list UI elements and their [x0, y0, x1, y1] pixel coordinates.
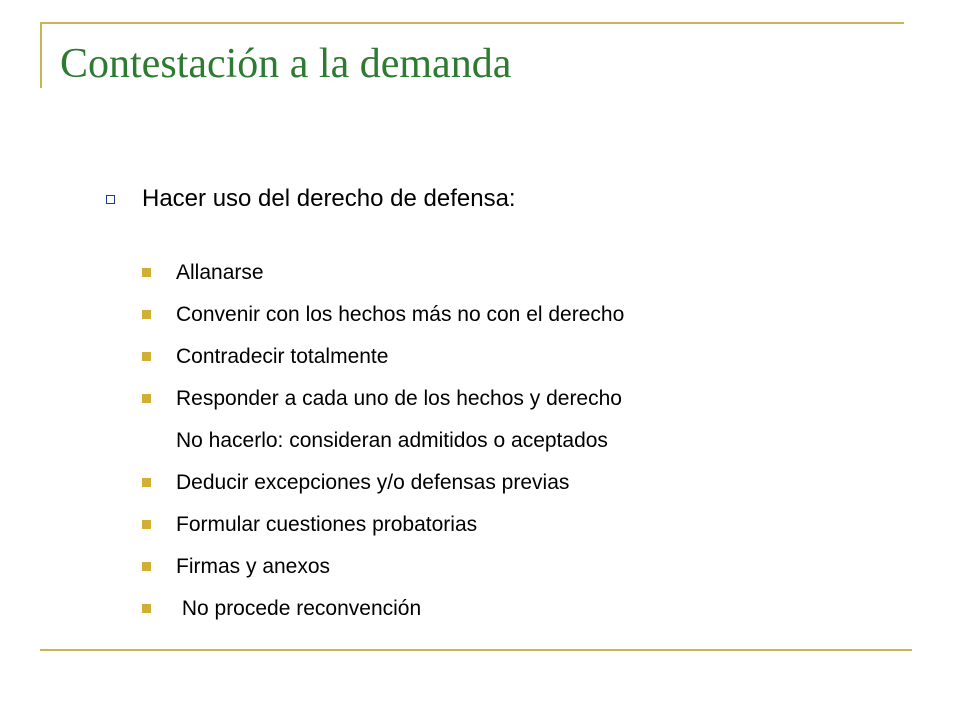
- checkbox-icon: [106, 195, 115, 204]
- slide-title: Contestación a la demanda: [60, 41, 512, 87]
- square-bullet-icon: [142, 394, 151, 403]
- main-point-text: Hacer uso del derecho de defensa:: [142, 185, 516, 212]
- left-border-line: [40, 22, 42, 88]
- list-item-label: Contradecir totalmente: [176, 345, 389, 368]
- square-bullet-icon: [142, 520, 151, 529]
- list-item-label: No hacerlo: consideran admitidos o aceptados: [176, 429, 608, 452]
- top-border-line: [40, 22, 904, 24]
- list-item-label: Firmas y anexos: [176, 555, 331, 578]
- square-bullet-icon: [142, 268, 151, 277]
- list-item-label: Convenir con los hechos más no con el derecho: [176, 303, 625, 326]
- square-bullet-icon: [142, 352, 151, 361]
- list-item-label: Responder a cada uno de los hechos y derecho: [176, 387, 622, 410]
- square-bullet-icon: [142, 310, 151, 319]
- square-bullet-icon: [142, 478, 151, 487]
- list-item-label: Formular cuestiones probatorias: [176, 513, 478, 536]
- list-item-label: Allanarse: [176, 261, 264, 284]
- square-bullet-icon: [142, 604, 151, 613]
- square-bullet-icon: [142, 562, 151, 571]
- list-item-label: No procede reconvención: [176, 597, 422, 620]
- list-item-label: Deducir excepciones y/o defensas previas: [176, 471, 570, 494]
- bottom-border-line: [40, 649, 912, 651]
